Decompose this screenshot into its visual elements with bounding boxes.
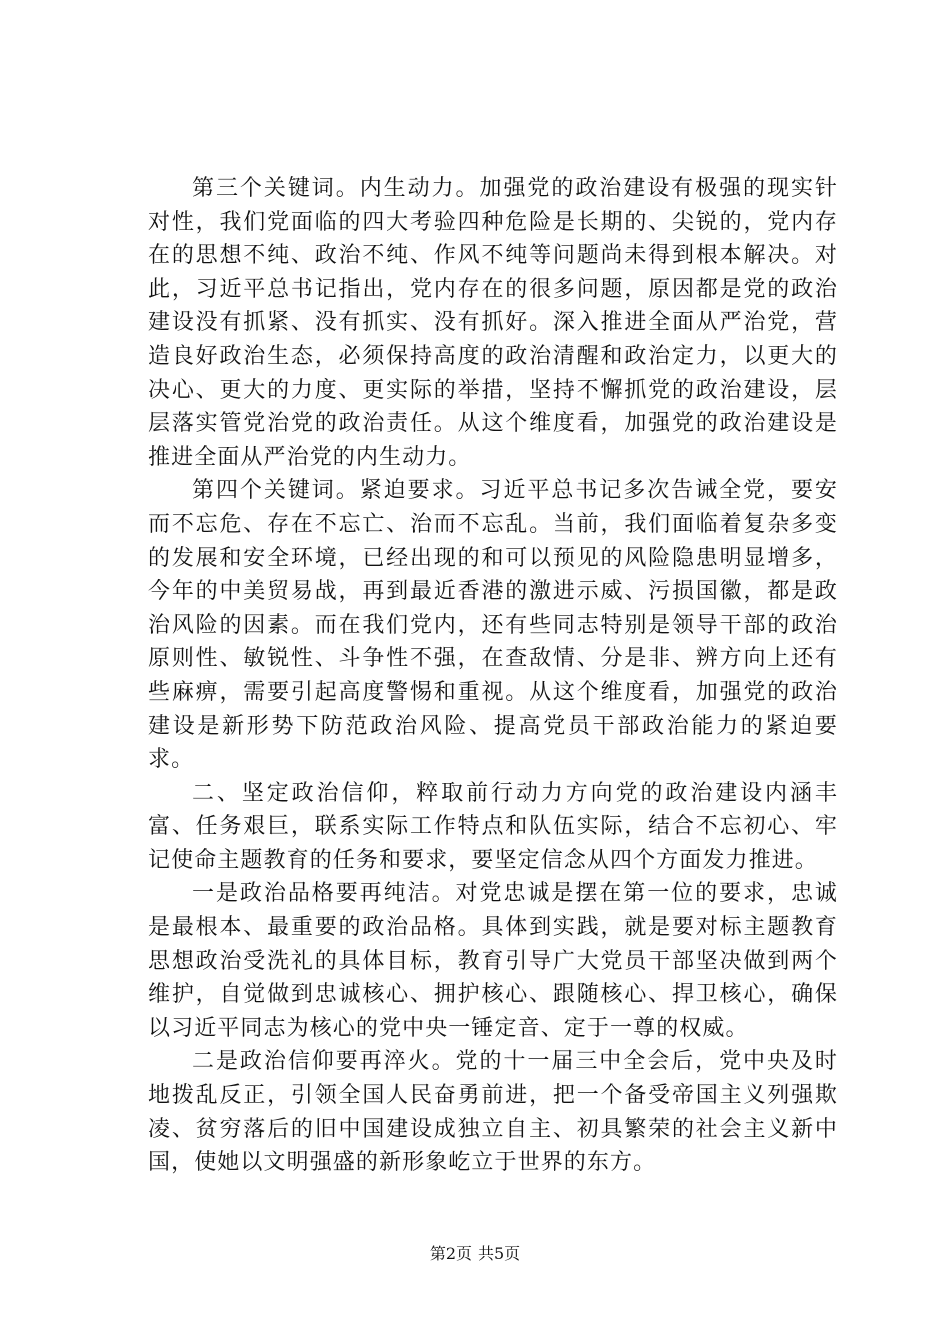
paragraph-point-two: 二是政治信仰要再淬火。党的十一届三中全会后，党中央及时地拨乱反正，引领全国人民奋勇前进，把一个备受帝国主义列强欺凌、贫穷落后的旧中国建设成独立自主、初具繁荣的社会主义新中国，使她以文明强盛的新形象屹立于世界的东方。: [148, 1049, 838, 1176]
paragraph-section-two: 二、坚定政治信仰，粹取前行动力方向党的政治建设内涵丰富、任务艰巨，联系实际工作特点和队伍实际，结合不忘初心、牢记使命主题教育的任务和要求，要坚定信念从四个方面发力推进。: [148, 780, 838, 873]
page-total: 共5页: [478, 1244, 521, 1263]
paragraph-keyword-four: 第四个关键词。紧迫要求。习近平总书记多次告诫全党，要安而不忘危、存在不忘亡、治而不忘乱。当前，我们面临着复杂多变的发展和安全环境，已经出现的和可以预见的风险隐患明显增多，今年的中美贸易战，再到最近香港的激进示威、污损国徽，都是政治风险的因素。而在我们党内，还有些同志特别是领导干部的政治原则性、敏锐性、斗争性不强，在查敌情、分是非、辨方向上还有些麻痹，需要引起高度警惕和重视。从这个维度看，加强党的政治建设是新形势下防范政治风险、提高党员干部政治能力的紧迫要求。: [148, 478, 838, 773]
page-footer: [0, 1244, 950, 1264]
page-number: 第2页: [429, 1244, 472, 1263]
paragraph-keyword-three: 第三个关键词。内生动力。加强党的政治建设有极强的现实针对性，我们党面临的四大考验四种危险是长期的、尖锐的，党内存在的思想不纯、政治不纯、作风不纯等问题尚未得到根本解决。对此，习近平总书记指出，党内存在的很多问题，原因都是党的政治建设没有抓紧、没有抓实、没有抓好。深入推进全面从严治党，营造良好政治生态，必须保持高度的政治清醒和政治定力，以更大的决心、更大的力度、更实际的举措，坚持不懈抓党的政治建设，层层落实管党治党的政治责任。从这个维度看，加强党的政治建设是推进全面从严治党的内生动力。: [148, 176, 838, 470]
document-body: [148, 172, 838, 1180]
paragraph-point-one: 一是政治品格要再纯洁。对党忠诚是摆在第一位的要求，忠诚是最根本、最重要的政治品格。具体到实践，就是要对标主题教育思想政治受洗礼的具体目标，教育引导广大党员干部坚决做到两个维护，自觉做到忠诚核心、拥护核心、跟随核心、捍卫核心，确保以习近平同志为核心的党中央一锤定音、定于一尊的权威。: [148, 881, 838, 1041]
